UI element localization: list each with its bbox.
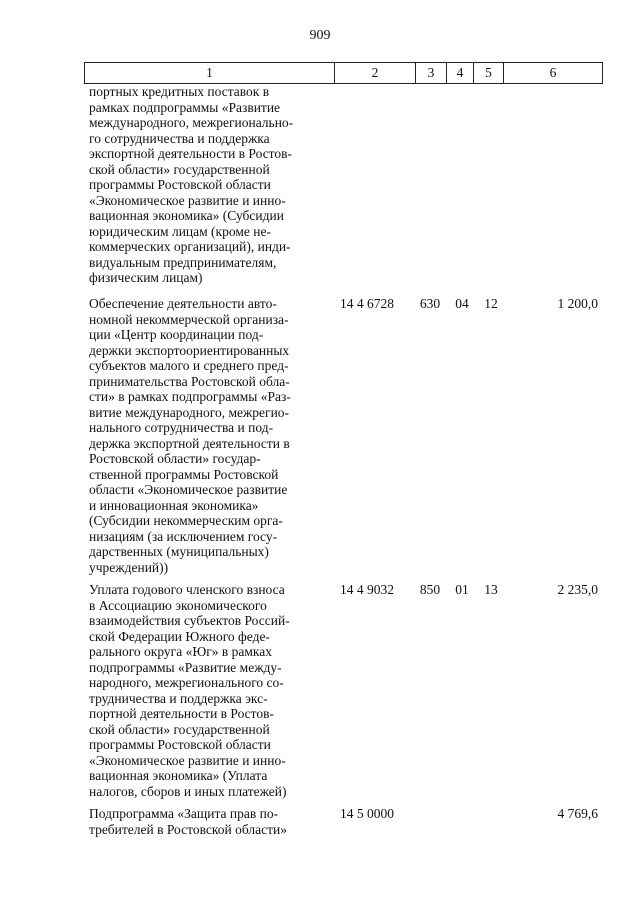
row-expense-type: 850: [419, 582, 441, 597]
header-col-4: 4: [447, 63, 474, 84]
page-number: 909: [309, 28, 331, 43]
row-description: Подпрограмма «Защита прав по- требителей в Ростовской области»: [89, 806, 287, 837]
row-amount: 2 235,0: [557, 582, 598, 597]
header-col-1: 1: [85, 63, 335, 84]
row-target-code: 14 4 9032: [340, 582, 394, 597]
row-description: Обеспечение деятельности авто- номной некоммерческой организа- ции «Центр координации под- держки экспортоориентированных субъектов малого и среднего пред- принимательства Ростовской обла- сти» в рамках подпрограммы «Раз- витие международного, межрегио- нального сотрудничества и под- держка экспортной деятельности в Ростовской области» государ- ственной программы Ростовской области «Экономическое развитие и инновационная экономика» (Субсидии некоммерческим орга- низациям (за исключением госу- дарственных (муниципальных) учреждений)): [89, 296, 291, 575]
row-description: портных кредитных поставок в рамках подпрограммы «Развитие международного, межрегионально- го сотрудничества и поддержка экспортной деятельности в Ростов- ской области» государственной программы Ростовской области «Экономическое развитие и инно- вационная экономика» (Субсидии юридическим лицам (кроме не- коммерческих организаций), инди- видуальным предпринимателям, физическим лицам): [89, 84, 294, 285]
row-subsection: 13: [484, 582, 498, 597]
header-col-6: 6: [504, 63, 603, 84]
row-subsection: 12: [484, 296, 498, 311]
row-target-code: 14 5 0000: [340, 806, 394, 821]
column-header-table: [84, 62, 603, 84]
header-col-2: 2: [335, 63, 416, 84]
row-section: 01: [455, 582, 469, 597]
row-target-code: 14 4 6728: [340, 296, 394, 311]
header-col-3: 3: [416, 63, 447, 84]
row-expense-type: 630: [419, 296, 441, 311]
row-section: 04: [455, 296, 469, 311]
row-amount: 4 769,6: [557, 806, 598, 821]
row-amount: 1 200,0: [557, 296, 598, 311]
row-description: Уплата годового членского взноса в Ассоциацию экономического взаимодействия субъектов Россий- ской Федерации Южного феде- рального округа «Юг» в рамках подпрограммы «Развитие между- народного, межрегионального со- трудничества и поддержка экс- портной деятельности в Ростов- ской области» государственной программы Ростовской области «Экономическое развитие и инно- вационная экономика» (Уплата налогов, сборов и иных платежей): [89, 582, 290, 799]
header-col-5: 5: [474, 63, 504, 84]
